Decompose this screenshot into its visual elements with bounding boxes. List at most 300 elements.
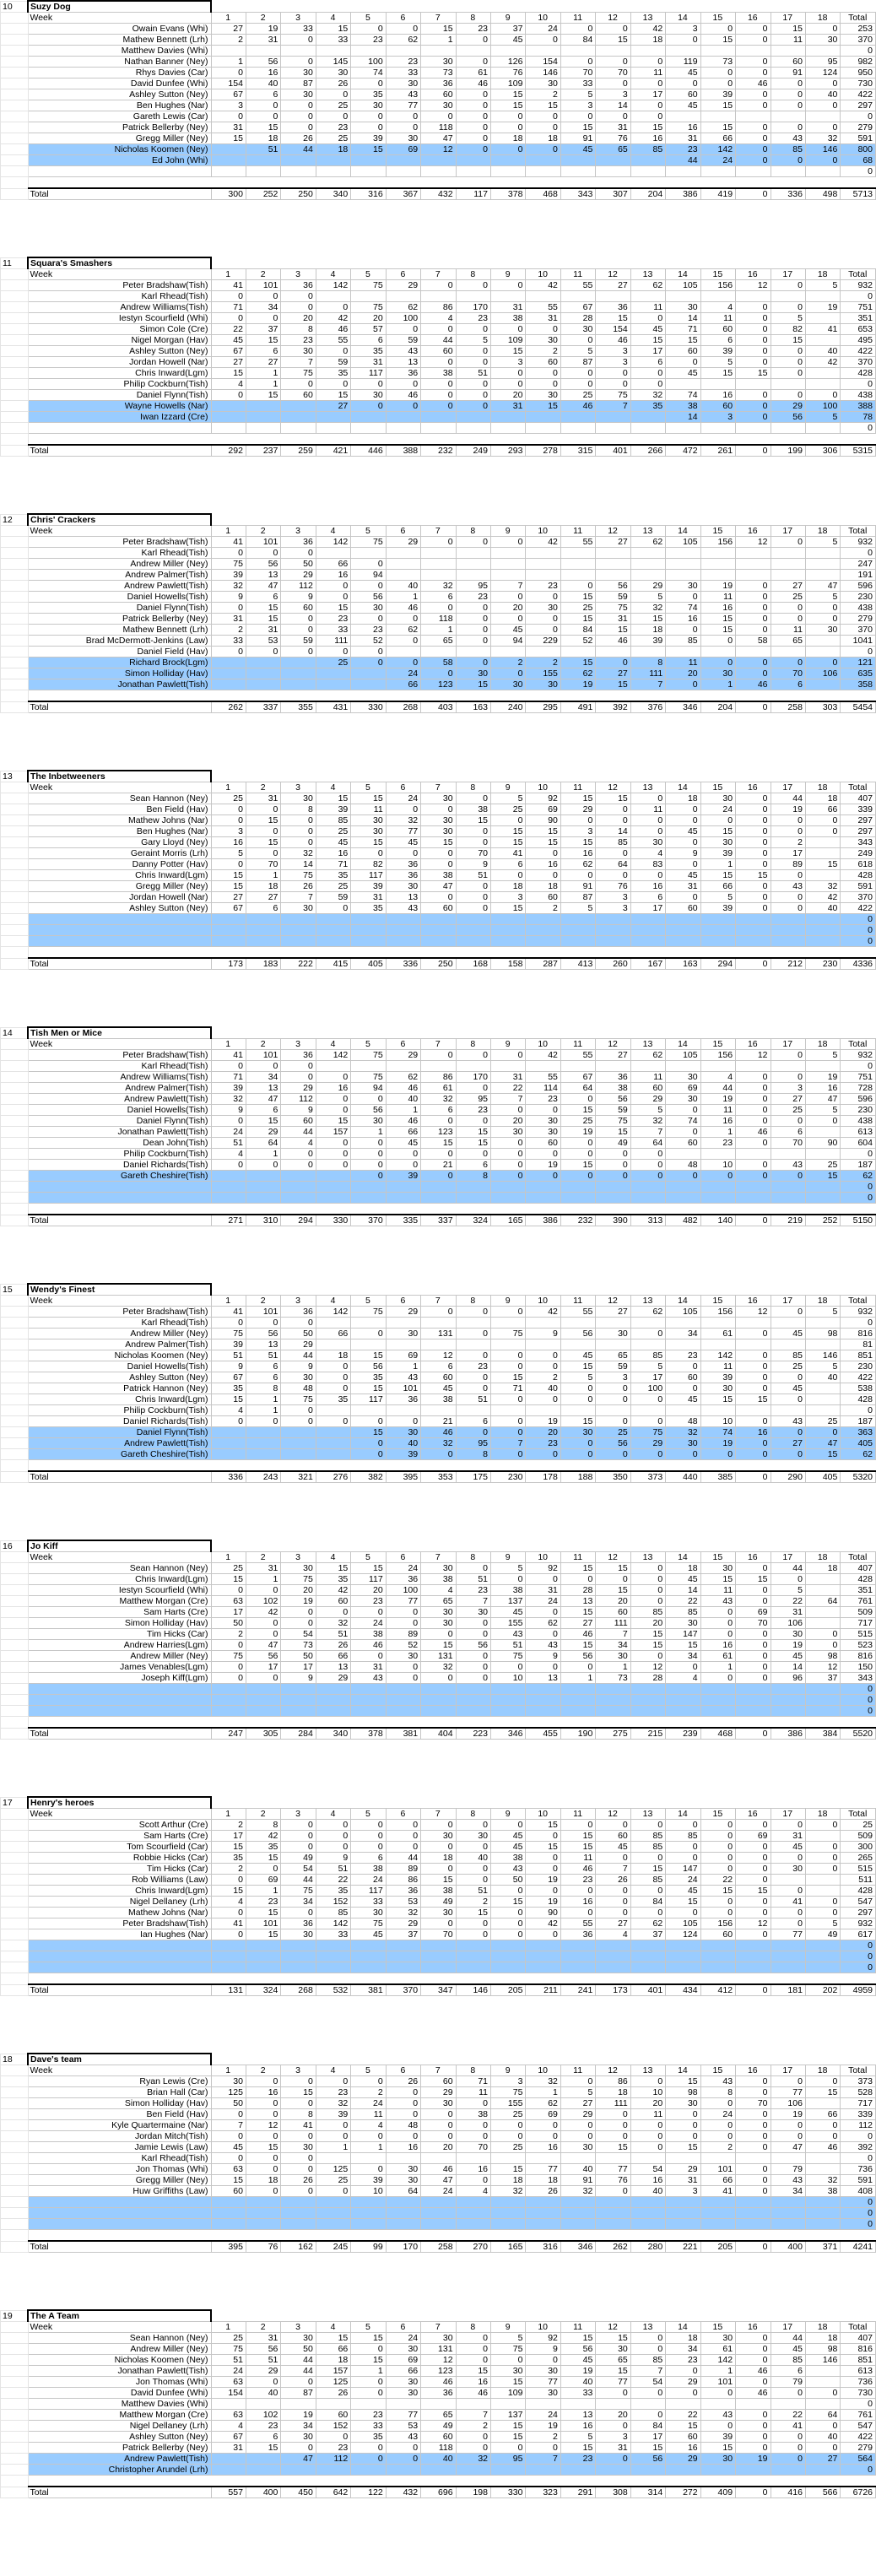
week-score[interactable]: 8 bbox=[281, 2109, 316, 2120]
week-score[interactable]: 0 bbox=[736, 614, 771, 625]
week-score[interactable]: 101 bbox=[246, 1307, 280, 1318]
empty-cell[interactable] bbox=[560, 2054, 595, 2065]
empty-cell[interactable] bbox=[805, 1684, 840, 1695]
week-score[interactable] bbox=[281, 2399, 316, 2410]
empty-cell[interactable] bbox=[596, 947, 630, 959]
week-score[interactable]: 0 bbox=[526, 1350, 560, 1361]
week-number[interactable]: 13 bbox=[630, 2065, 665, 2076]
player-total[interactable]: 0 bbox=[841, 936, 876, 947]
player-total[interactable]: 0 bbox=[841, 2399, 876, 2410]
week-score[interactable]: 32 bbox=[316, 1618, 350, 1629]
week-score[interactable]: 0 bbox=[771, 302, 805, 313]
week-score[interactable]: 24 bbox=[386, 2333, 420, 2344]
week-score[interactable]: 23 bbox=[316, 614, 350, 625]
week-total[interactable]: 419 bbox=[700, 188, 735, 200]
week-score[interactable]: 35 bbox=[316, 368, 350, 379]
week-score[interactable] bbox=[316, 1449, 350, 1460]
empty-cell[interactable] bbox=[281, 2230, 316, 2242]
week-score[interactable]: 0 bbox=[351, 1138, 386, 1149]
week-total[interactable]: 343 bbox=[560, 188, 595, 200]
week-score[interactable]: 0 bbox=[246, 1061, 280, 1072]
empty-cell[interactable] bbox=[386, 936, 420, 947]
row-number[interactable] bbox=[1, 412, 29, 423]
week-score[interactable]: 0 bbox=[736, 2377, 771, 2388]
week-score[interactable]: 15 bbox=[351, 837, 386, 848]
week-score[interactable]: 56 bbox=[246, 57, 280, 68]
week-score[interactable]: 56 bbox=[246, 559, 280, 570]
week-score[interactable]: 146 bbox=[805, 144, 840, 155]
week-number[interactable]: 13 bbox=[630, 1039, 665, 1050]
empty-cell[interactable] bbox=[281, 1706, 316, 1717]
week-score[interactable]: 6 bbox=[246, 1361, 280, 1372]
empty-cell[interactable] bbox=[771, 925, 805, 936]
empty-cell[interactable] bbox=[316, 1204, 350, 1215]
player-name[interactable]: Gregg Miller (Ney) bbox=[28, 2175, 211, 2186]
week-score[interactable]: 45 bbox=[211, 335, 246, 346]
week-total[interactable]: 280 bbox=[630, 2241, 665, 2253]
week-number[interactable]: 16 bbox=[736, 269, 771, 280]
player-name[interactable]: Danny Potter (Hav) bbox=[28, 859, 211, 870]
week-number[interactable]: 14 bbox=[666, 1552, 700, 1563]
week-score[interactable]: 0 bbox=[351, 2377, 386, 2388]
player-name[interactable]: Daniel Flynn(Tish) bbox=[28, 1116, 211, 1127]
week-score[interactable]: 16 bbox=[316, 570, 350, 581]
week-score[interactable]: 51 bbox=[246, 144, 280, 155]
week-score[interactable]: 62 bbox=[386, 625, 420, 636]
empty-cell[interactable] bbox=[666, 434, 700, 446]
empty-cell[interactable] bbox=[771, 690, 805, 702]
week-score[interactable]: 56 bbox=[246, 1329, 280, 1339]
empty-cell[interactable] bbox=[736, 1182, 771, 1193]
week-score[interactable]: 0 bbox=[456, 111, 490, 122]
week-score[interactable]: 5 bbox=[805, 412, 840, 423]
week-score[interactable] bbox=[281, 2465, 316, 2476]
week-score[interactable]: 11 bbox=[456, 2087, 490, 2098]
week-score[interactable]: 62 bbox=[386, 35, 420, 46]
week-score[interactable]: 27 bbox=[596, 1307, 630, 1318]
week-score[interactable]: 0 bbox=[630, 1394, 665, 1405]
week-score[interactable]: 32 bbox=[386, 815, 420, 826]
week-score[interactable]: 0 bbox=[421, 2131, 456, 2142]
empty-cell[interactable] bbox=[246, 947, 280, 959]
week-score[interactable]: 45 bbox=[666, 100, 700, 111]
week-score[interactable]: 109 bbox=[491, 78, 526, 89]
week-score[interactable]: 86 bbox=[596, 2076, 630, 2087]
empty-cell[interactable] bbox=[491, 1284, 526, 1296]
week-score[interactable]: 85 bbox=[666, 1831, 700, 1842]
week-score[interactable]: 157 bbox=[316, 1127, 350, 1138]
week-score[interactable]: 38 bbox=[351, 1864, 386, 1875]
week-score[interactable]: 9 bbox=[526, 1329, 560, 1339]
week-score[interactable]: 25 bbox=[805, 1160, 840, 1171]
week-score[interactable] bbox=[596, 1318, 630, 1329]
week-score[interactable]: 44 bbox=[771, 793, 805, 804]
week-total[interactable]: 146 bbox=[456, 1984, 490, 1996]
week-score[interactable]: 30 bbox=[526, 1116, 560, 1127]
week-score[interactable]: 0 bbox=[456, 1427, 490, 1438]
week-score[interactable]: 6 bbox=[421, 1361, 456, 1372]
week-score[interactable] bbox=[246, 2399, 280, 2410]
player-total[interactable]: 932 bbox=[841, 1307, 876, 1318]
week-score[interactable]: 0 bbox=[351, 1842, 386, 1853]
week-score[interactable]: 0 bbox=[526, 1886, 560, 1897]
week-score[interactable]: 13 bbox=[386, 892, 420, 903]
week-number[interactable]: 8 bbox=[456, 1296, 490, 1307]
week-score[interactable]: 0 bbox=[421, 848, 456, 859]
row-number[interactable] bbox=[1, 1329, 29, 1339]
week-total[interactable]: 313 bbox=[630, 1215, 665, 1226]
week-score[interactable]: 26 bbox=[316, 1640, 350, 1651]
week-number[interactable]: 2 bbox=[246, 1296, 280, 1307]
week-score[interactable]: 38 bbox=[456, 804, 490, 815]
row-number[interactable] bbox=[1, 1574, 29, 1585]
week-score[interactable]: 45 bbox=[491, 35, 526, 46]
empty-cell[interactable] bbox=[700, 1540, 735, 1552]
empty-cell[interactable] bbox=[421, 1962, 456, 1973]
empty-cell[interactable] bbox=[386, 1695, 420, 1706]
week-score[interactable] bbox=[630, 559, 665, 570]
week-score[interactable]: 0 bbox=[351, 614, 386, 625]
empty-cell[interactable] bbox=[700, 1973, 735, 1985]
week-score[interactable]: 0 bbox=[736, 57, 771, 68]
empty-cell[interactable] bbox=[386, 2230, 420, 2242]
empty-cell[interactable] bbox=[421, 434, 456, 446]
week-score[interactable]: 6 bbox=[351, 335, 386, 346]
row-number[interactable] bbox=[1, 603, 29, 614]
week-score[interactable]: 0 bbox=[456, 2120, 490, 2131]
week-score[interactable]: 0 bbox=[526, 1105, 560, 1116]
week-score[interactable]: 30 bbox=[386, 2164, 420, 2175]
player-total[interactable]: 279 bbox=[841, 122, 876, 133]
empty-cell[interactable] bbox=[526, 1460, 560, 1472]
empty-cell[interactable] bbox=[805, 1717, 840, 1729]
week-score[interactable]: 117 bbox=[351, 368, 386, 379]
week-score[interactable]: 4 bbox=[211, 1405, 246, 1416]
week-score[interactable]: 111 bbox=[596, 1618, 630, 1629]
week-number[interactable]: 1 bbox=[211, 526, 246, 537]
week-score[interactable]: 30 bbox=[700, 837, 735, 848]
week-score[interactable]: 47 bbox=[805, 1438, 840, 1449]
week-score[interactable]: 30 bbox=[491, 679, 526, 690]
empty-cell[interactable] bbox=[805, 2197, 840, 2208]
week-score[interactable]: 39 bbox=[700, 89, 735, 100]
empty-cell[interactable] bbox=[805, 925, 840, 936]
week-score[interactable]: 51 bbox=[316, 1629, 350, 1640]
empty-cell[interactable] bbox=[491, 1706, 526, 1717]
week-score[interactable]: 24 bbox=[211, 1127, 246, 1138]
row-number[interactable] bbox=[1, 2241, 29, 2253]
week-number[interactable]: 7 bbox=[421, 1296, 456, 1307]
week-score[interactable]: 0 bbox=[736, 1842, 771, 1853]
week-number[interactable]: 12 bbox=[596, 1039, 630, 1050]
empty-cell[interactable] bbox=[596, 2219, 630, 2230]
week-score[interactable]: 20 bbox=[596, 2410, 630, 2421]
empty-cell[interactable] bbox=[560, 2197, 595, 2208]
row-number[interactable] bbox=[1, 1138, 29, 1149]
empty-cell[interactable] bbox=[281, 2054, 316, 2065]
week-score[interactable]: 0 bbox=[351, 581, 386, 592]
week-score[interactable]: 0 bbox=[736, 2131, 771, 2142]
week-score[interactable]: 15 bbox=[351, 144, 386, 155]
empty-cell[interactable] bbox=[596, 1973, 630, 1985]
week-score[interactable]: 0 bbox=[491, 815, 526, 826]
week-score[interactable]: 41 bbox=[211, 1307, 246, 1318]
week-score[interactable]: 10 bbox=[351, 2186, 386, 2197]
empty-cell[interactable] bbox=[491, 166, 526, 177]
week-score[interactable]: 1 bbox=[386, 592, 420, 603]
week-score[interactable]: 67 bbox=[211, 346, 246, 357]
empty-cell[interactable] bbox=[246, 771, 280, 782]
week-score[interactable]: 0 bbox=[526, 614, 560, 625]
week-score[interactable]: 69 bbox=[386, 2355, 420, 2366]
empty-cell[interactable] bbox=[421, 514, 456, 526]
week-number[interactable]: 15 bbox=[700, 2065, 735, 2076]
week-score[interactable] bbox=[736, 111, 771, 122]
week-score[interactable]: 62 bbox=[630, 280, 665, 291]
week-score[interactable]: 46 bbox=[560, 401, 595, 412]
week-score[interactable]: 23 bbox=[456, 24, 490, 35]
week-score[interactable]: 0 bbox=[526, 1929, 560, 1940]
empty-cell[interactable] bbox=[560, 1540, 595, 1552]
empty-cell[interactable] bbox=[805, 1973, 840, 1985]
week-total[interactable]: 384 bbox=[805, 1728, 840, 1740]
week-score[interactable]: 0 bbox=[456, 625, 490, 636]
player-name[interactable]: Andrew Williams(Tish) bbox=[28, 1072, 211, 1083]
player-total[interactable]: 0 bbox=[841, 548, 876, 559]
player-total[interactable]: 851 bbox=[841, 1350, 876, 1361]
empty-cell[interactable] bbox=[630, 690, 665, 702]
week-score[interactable]: 0 bbox=[281, 1618, 316, 1629]
empty-cell[interactable] bbox=[630, 914, 665, 925]
week-score[interactable]: 55 bbox=[560, 1050, 595, 1061]
empty-cell[interactable] bbox=[211, 166, 246, 177]
week-number[interactable]: 3 bbox=[281, 2065, 316, 2076]
week-score[interactable] bbox=[456, 2465, 490, 2476]
row-number[interactable] bbox=[1, 1149, 29, 1160]
empty-cell[interactable] bbox=[491, 771, 526, 782]
week-score[interactable]: 0 bbox=[281, 111, 316, 122]
week-score[interactable]: 15 bbox=[246, 390, 280, 401]
empty-cell[interactable] bbox=[771, 1284, 805, 1296]
week-score[interactable]: 6 bbox=[246, 903, 280, 914]
week-total[interactable]: 183 bbox=[246, 958, 280, 970]
player-total[interactable]: 717 bbox=[841, 1618, 876, 1629]
empty-cell[interactable] bbox=[736, 2208, 771, 2219]
empty-cell[interactable] bbox=[456, 1, 490, 13]
week-score[interactable]: 11 bbox=[666, 658, 700, 668]
empty-cell[interactable] bbox=[28, 1695, 211, 1706]
week-score[interactable] bbox=[526, 559, 560, 570]
week-score[interactable]: 25 bbox=[771, 1105, 805, 1116]
week-score[interactable]: 30 bbox=[700, 2333, 735, 2344]
week-score[interactable]: 75 bbox=[491, 1329, 526, 1339]
week-score[interactable] bbox=[211, 2465, 246, 2476]
empty-cell[interactable] bbox=[700, 177, 735, 189]
week-score[interactable]: 30 bbox=[526, 679, 560, 690]
total-header[interactable]: Total bbox=[841, 269, 876, 280]
week-score[interactable]: 45 bbox=[211, 2142, 246, 2153]
week-score[interactable]: 15 bbox=[246, 1853, 280, 1864]
week-number[interactable]: 5 bbox=[351, 2065, 386, 2076]
week-number[interactable]: 6 bbox=[386, 782, 420, 793]
week-score[interactable]: 62 bbox=[630, 1918, 665, 1929]
week-number[interactable]: 2 bbox=[246, 782, 280, 793]
week-score[interactable]: 3 bbox=[491, 892, 526, 903]
empty-cell[interactable] bbox=[28, 925, 211, 936]
week-score[interactable]: 34 bbox=[666, 2344, 700, 2355]
week-score[interactable]: 30 bbox=[421, 793, 456, 804]
player-name[interactable]: Kyle Quartermaine (Nar) bbox=[28, 2120, 211, 2131]
week-score[interactable]: 0 bbox=[351, 2076, 386, 2087]
empty-cell[interactable] bbox=[736, 1027, 771, 1039]
week-score[interactable]: 0 bbox=[281, 2131, 316, 2142]
week-score[interactable]: 39 bbox=[316, 2109, 350, 2120]
player-name[interactable]: Geraint Morris (Lrh) bbox=[28, 848, 211, 859]
week-score[interactable]: 30 bbox=[211, 2076, 246, 2087]
week-score[interactable]: 15 bbox=[211, 1886, 246, 1897]
week-score[interactable]: 40 bbox=[386, 581, 420, 592]
week-score[interactable]: 59 bbox=[596, 1361, 630, 1372]
week-score[interactable]: 60 bbox=[596, 1607, 630, 1618]
week-score[interactable]: 1 bbox=[526, 2087, 560, 2098]
week-score[interactable]: 14 bbox=[666, 1585, 700, 1596]
empty-cell[interactable] bbox=[386, 1193, 420, 1204]
week-number[interactable]: 3 bbox=[281, 269, 316, 280]
week-score[interactable]: 0 bbox=[316, 647, 350, 658]
row-number[interactable] bbox=[1, 1471, 29, 1483]
week-score[interactable]: 13 bbox=[526, 1673, 560, 1684]
week-score[interactable] bbox=[246, 679, 280, 690]
week-total[interactable]: 340 bbox=[316, 188, 350, 200]
week-score[interactable]: 111 bbox=[316, 636, 350, 647]
week-score[interactable] bbox=[805, 1394, 840, 1405]
week-number[interactable]: 2 bbox=[246, 13, 280, 24]
week-score[interactable]: 15 bbox=[526, 1842, 560, 1853]
week-score[interactable]: 69 bbox=[526, 2109, 560, 2120]
player-total[interactable]: 591 bbox=[841, 2175, 876, 2186]
week-score[interactable]: 0 bbox=[246, 826, 280, 837]
week-score[interactable]: 4 bbox=[211, 379, 246, 390]
week-score[interactable]: 43 bbox=[771, 133, 805, 144]
week-score[interactable]: 35 bbox=[211, 1853, 246, 1864]
week-score[interactable]: 4 bbox=[281, 1138, 316, 1149]
empty-cell[interactable] bbox=[526, 1284, 560, 1296]
week-score[interactable]: 0 bbox=[386, 636, 420, 647]
week-score[interactable]: 0 bbox=[596, 658, 630, 668]
week-total[interactable]: 378 bbox=[491, 188, 526, 200]
empty-cell[interactable] bbox=[421, 2230, 456, 2242]
week-score[interactable]: 0 bbox=[596, 815, 630, 826]
week-score[interactable]: 39 bbox=[211, 570, 246, 581]
player-name[interactable]: Andrew Miller (Ney) bbox=[28, 2344, 211, 2355]
week-score[interactable]: 0 bbox=[246, 647, 280, 658]
week-score[interactable] bbox=[491, 412, 526, 423]
empty-cell[interactable] bbox=[736, 1797, 771, 1809]
week-score[interactable]: 31 bbox=[246, 2333, 280, 2344]
week-score[interactable]: 95 bbox=[456, 581, 490, 592]
week-score[interactable]: 0 bbox=[491, 1449, 526, 1460]
empty-cell[interactable] bbox=[491, 690, 526, 702]
week-score[interactable]: 14 bbox=[771, 1662, 805, 1673]
row-number[interactable] bbox=[1, 401, 29, 412]
week-score[interactable]: 0 bbox=[421, 1864, 456, 1875]
week-score[interactable]: 0 bbox=[456, 2443, 490, 2454]
week-score[interactable]: 0 bbox=[630, 1886, 665, 1897]
week-total[interactable]: 252 bbox=[246, 188, 280, 200]
empty-cell[interactable] bbox=[666, 1962, 700, 1973]
week-score[interactable]: 60 bbox=[421, 2076, 456, 2087]
week-score[interactable] bbox=[386, 2399, 420, 2410]
week-score[interactable]: 16 bbox=[560, 1897, 595, 1908]
week-header[interactable]: Week bbox=[28, 2065, 211, 2076]
week-score[interactable]: 29 bbox=[560, 2109, 595, 2120]
week-score[interactable]: 100 bbox=[805, 401, 840, 412]
week-score[interactable]: 3 bbox=[596, 903, 630, 914]
week-score[interactable]: 51 bbox=[211, 1350, 246, 1361]
week-score[interactable]: 45 bbox=[771, 1651, 805, 1662]
week-score[interactable] bbox=[456, 1061, 490, 1072]
empty-cell[interactable] bbox=[211, 2197, 246, 2208]
week-score[interactable]: 92 bbox=[526, 2333, 560, 2344]
week-score[interactable]: 0 bbox=[246, 2109, 280, 2120]
week-score[interactable]: 85 bbox=[630, 1875, 665, 1886]
empty-cell[interactable] bbox=[596, 166, 630, 177]
empty-cell[interactable] bbox=[526, 925, 560, 936]
week-score[interactable]: 60 bbox=[526, 892, 560, 903]
player-total[interactable]: 343 bbox=[841, 837, 876, 848]
week-score[interactable]: 70 bbox=[736, 1618, 771, 1629]
empty-cell[interactable] bbox=[316, 2476, 350, 2487]
week-score[interactable] bbox=[421, 548, 456, 559]
week-score[interactable]: 48 bbox=[666, 1416, 700, 1427]
week-total[interactable]: 323 bbox=[526, 2487, 560, 2498]
empty-cell[interactable] bbox=[386, 914, 420, 925]
player-total[interactable]: 509 bbox=[841, 1607, 876, 1618]
team-grand-total[interactable]: 4241 bbox=[841, 2241, 876, 2253]
week-score[interactable] bbox=[771, 1875, 805, 1886]
week-score[interactable]: 102 bbox=[246, 1596, 280, 1607]
player-total[interactable]: 0 bbox=[841, 2208, 876, 2219]
week-score[interactable]: 0 bbox=[351, 848, 386, 859]
week-score[interactable] bbox=[700, 46, 735, 57]
empty-cell[interactable] bbox=[246, 690, 280, 702]
empty-cell[interactable] bbox=[456, 690, 490, 702]
week-score[interactable]: 0 bbox=[805, 826, 840, 837]
week-score[interactable]: 3 bbox=[596, 357, 630, 368]
empty-cell[interactable] bbox=[771, 936, 805, 947]
week-score[interactable]: 15 bbox=[491, 826, 526, 837]
week-score[interactable]: 0 bbox=[456, 658, 490, 668]
week-score[interactable]: 0 bbox=[771, 155, 805, 166]
week-score[interactable]: 24 bbox=[526, 2410, 560, 2421]
week-score[interactable]: 60 bbox=[316, 2410, 350, 2421]
week-total[interactable]: 205 bbox=[491, 1984, 526, 1996]
week-score[interactable]: 30 bbox=[456, 1831, 490, 1842]
player-total[interactable]: 591 bbox=[841, 133, 876, 144]
week-number[interactable]: 7 bbox=[421, 1552, 456, 1563]
row-number[interactable] bbox=[1, 1940, 29, 1951]
row-number[interactable] bbox=[1, 903, 29, 914]
week-score[interactable]: 73 bbox=[281, 1640, 316, 1651]
empty-cell[interactable] bbox=[351, 690, 386, 702]
week-score[interactable] bbox=[456, 2153, 490, 2164]
week-score[interactable]: 142 bbox=[316, 1050, 350, 1061]
week-score[interactable]: 77 bbox=[386, 2410, 420, 2421]
week-score[interactable]: 30 bbox=[386, 881, 420, 892]
week-score[interactable]: 20 bbox=[630, 2098, 665, 2109]
week-score[interactable]: 74 bbox=[666, 603, 700, 614]
week-score[interactable]: 0 bbox=[560, 335, 595, 346]
